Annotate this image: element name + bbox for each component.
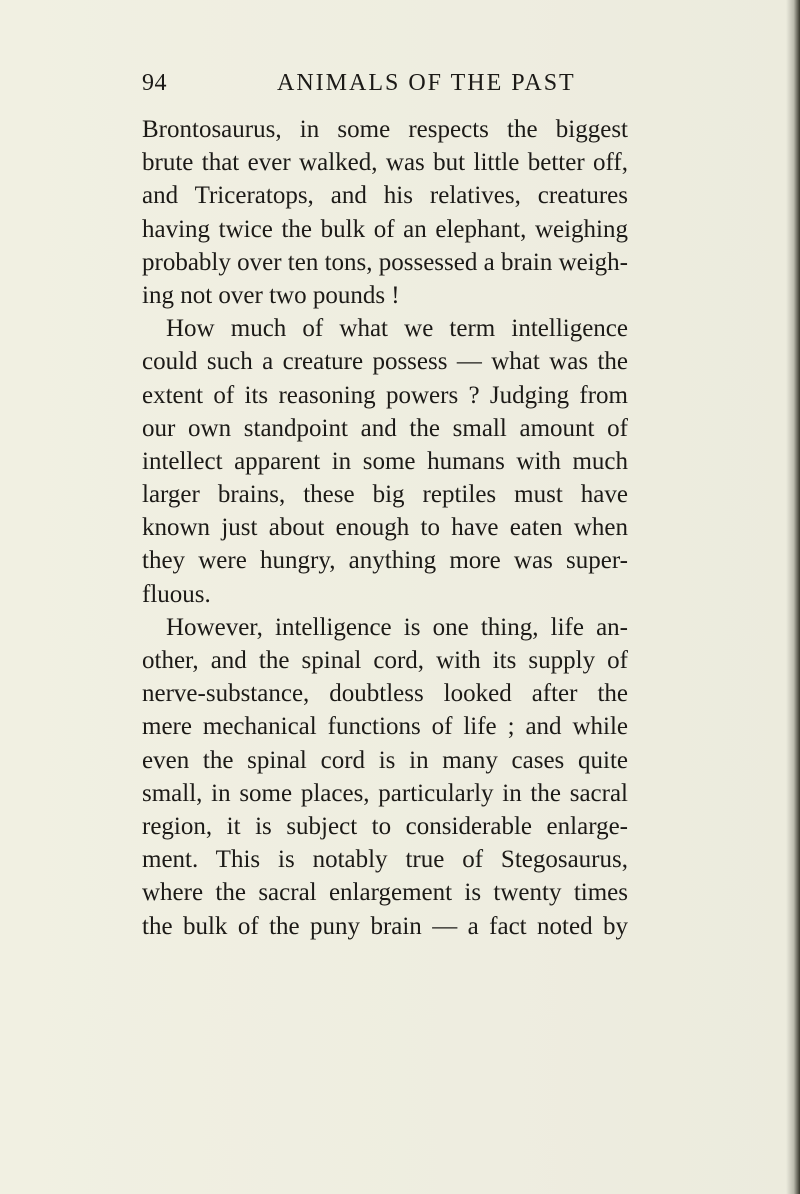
text-line: where the sacral enlargement is twenty times [142, 879, 628, 907]
text-line: ment. This is notably true of Stegosaurus, [142, 846, 628, 874]
text-line: region, it is subject to considerable enlarge- [142, 812, 628, 840]
text-line: small, in some places, particularly in the sacral [142, 779, 628, 807]
text-line: known just about enough to have eaten when [142, 514, 628, 542]
text-line: probably over ten tons, possessed a brain weigh- [142, 248, 628, 276]
text-line: our own standpoint and the small amount of [142, 414, 628, 442]
text-line: they were hungry, anything more was super- [142, 547, 628, 575]
page-edge-shadow [786, 0, 800, 1194]
text-line: Brontosaurus, in some respects the biggest [142, 116, 628, 143]
text-line: could such a creature possess — what was the [142, 348, 628, 376]
text-line: and Triceratops, and his relatives, creatures [142, 182, 628, 210]
text-line: the bulk of the puny brain — a fact noted by [142, 912, 628, 940]
text-line: However, intelligence is one thing, life an- [166, 613, 628, 641]
text-line: having twice the bulk of an elephant, weighing [142, 215, 628, 243]
text-line: intellect apparent in some humans with much [142, 447, 628, 475]
text-line: extent of its reasoning powers ? Judging from [142, 381, 628, 409]
page-number: 94 [142, 70, 167, 96]
text-line: nerve-substance, doubtless looked after the [142, 680, 628, 708]
running-title: ANIMALS OF THE PAST [277, 70, 576, 96]
running-head [142, 70, 622, 106]
text-line: fluous. [142, 580, 211, 608]
body-text [142, 113, 628, 943]
text-line: How much of what we term intelligence [166, 315, 628, 343]
text-line: larger brains, these big reptiles must have [142, 481, 628, 509]
text-line: other, and the spinal cord, with its supply of [142, 647, 628, 674]
text-line: ing not over two pounds ! [142, 281, 400, 309]
text-line: even the spinal cord is in many cases quite [142, 746, 628, 774]
text-line: mere mechanical functions of life ; and while [142, 713, 628, 741]
text-line: brute that ever walked, was but little better off, [142, 149, 628, 177]
